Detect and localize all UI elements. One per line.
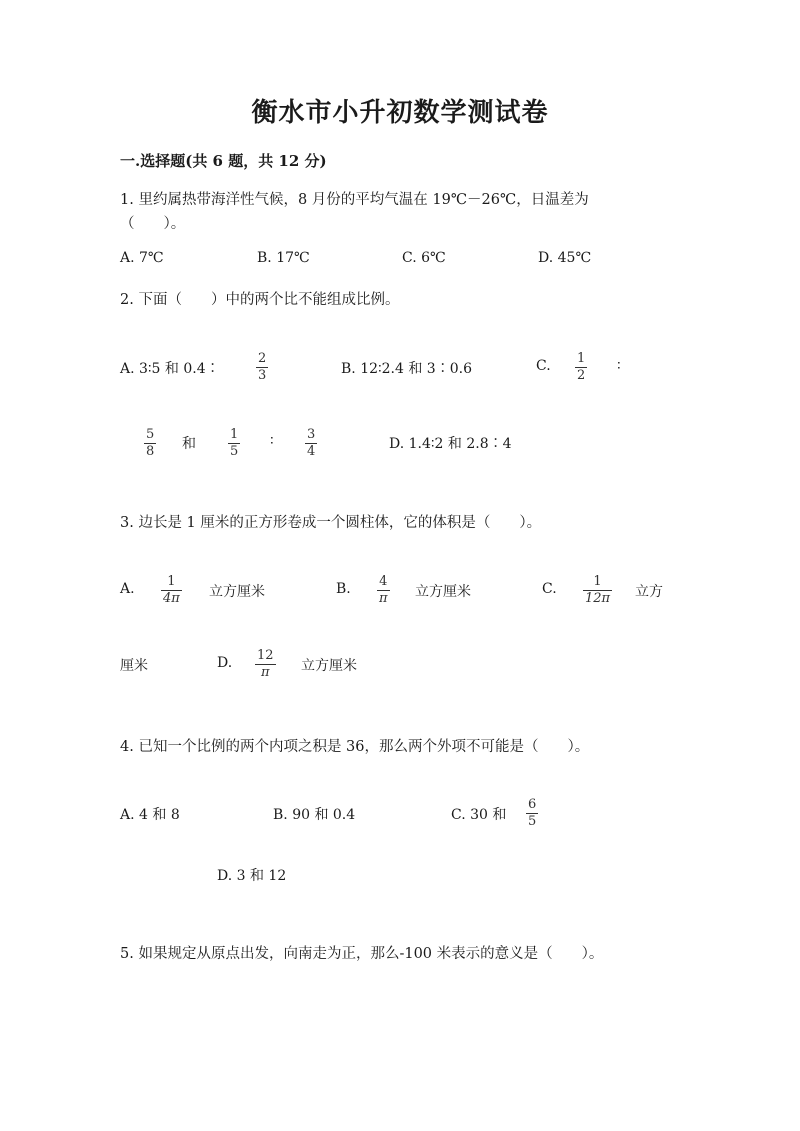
fraction: 2 3 (258, 351, 267, 383)
fraction: 3 4 (307, 427, 316, 459)
fraction: 12 π (257, 648, 274, 680)
question-3-option-b-label: B. (336, 581, 351, 597)
page-title: 衡水市小升初数学测试卷 (251, 98, 549, 128)
fraction: 6 5 (528, 797, 537, 829)
question-3-option-c-unit-part2: 厘米 (120, 658, 148, 674)
question-1-blank: （ ）。 (120, 216, 186, 232)
question-1-option-d: D. 45℃ (538, 250, 592, 266)
question-2-option-b: B. 12∶2.4 和 3∶0.6 (341, 361, 472, 377)
fraction: 4 π (379, 574, 388, 606)
conjunction-he: 和 (182, 436, 196, 452)
question-2-option-d: D. 1.4∶2 和 2.8∶4 (389, 436, 512, 452)
question-3-option-a-label: A. (120, 581, 135, 597)
question-2-option-a: A. 3∶5 和 0.4∶ (120, 361, 220, 377)
fraction: 1 4π (163, 574, 180, 606)
section-heading: 一.选择题(共 6 题，共 12 分) (120, 152, 327, 170)
question-4-option-c: C. 30 和 (451, 807, 507, 823)
question-1-stem: 1. 里约属热带海洋性气候，8 月份的平均气温在 19℃－26℃，日温差为 (120, 192, 589, 208)
question-2-option-c-label: C. (536, 358, 551, 374)
question-4-option-d: D. 3 和 12 (217, 868, 287, 884)
question-4-option-a: A. 4 和 8 (120, 807, 180, 823)
fraction: 1 5 (230, 427, 239, 459)
fraction: 1 2 (577, 351, 586, 383)
question-4-option-b: B. 90 和 0.4 (273, 807, 356, 823)
ratio-colon: ∶ (270, 433, 274, 449)
question-5-stem: 5. 如果规定从原点出发，向南走为正，那么-100 米表示的意义是（ ）。 (120, 946, 604, 962)
question-1-option-c: C. 6℃ (402, 250, 446, 266)
question-1-option-b: B. 17℃ (257, 250, 310, 266)
fraction: 5 8 (146, 427, 155, 459)
question-1-option-a: A. 7℃ (120, 250, 164, 266)
question-3-option-d-label: D. (217, 655, 233, 671)
question-3-option-c-label: C. (542, 581, 557, 597)
question-3-option-b-unit: 立方厘米 (415, 584, 471, 600)
question-4-stem: 4. 已知一个比例的两个内项之积是 36，那么两个外项不可能是（ ）。 (120, 739, 590, 755)
question-3-stem: 3. 边长是 1 厘米的正方形卷成一个圆柱体，它的体积是（ ）。 (120, 515, 542, 531)
question-3-option-c-unit-part1: 立方 (635, 584, 663, 600)
ratio-colon: ∶ (617, 358, 621, 374)
question-3-option-d-unit: 立方厘米 (301, 658, 357, 674)
fraction: 1 12π (585, 574, 611, 606)
question-2-stem: 2. 下面（ ）中的两个比不能组成比例。 (120, 292, 400, 308)
question-3-option-a-unit: 立方厘米 (209, 584, 265, 600)
